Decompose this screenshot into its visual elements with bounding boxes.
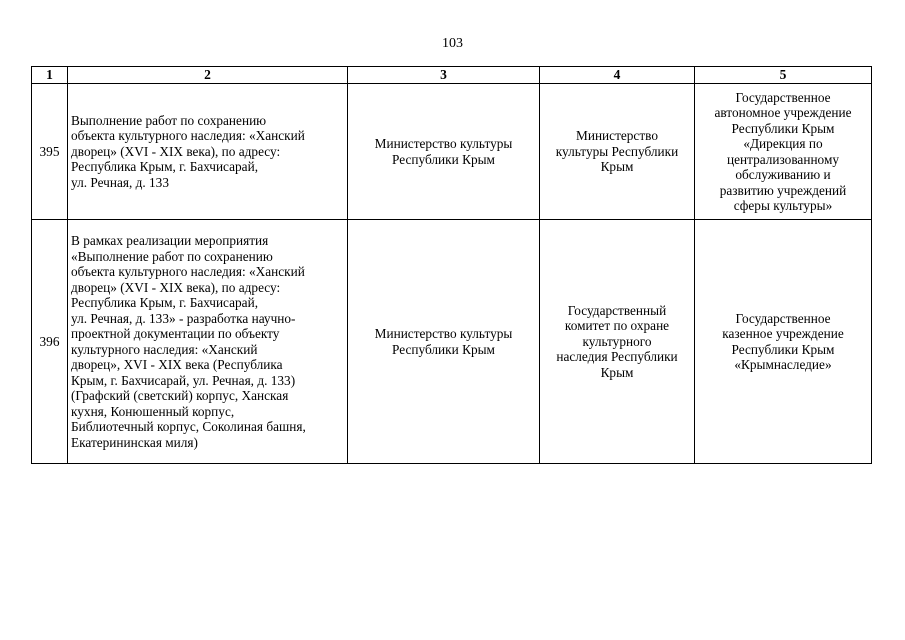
object-description-text: Выполнение работ по сохранению объекта культурного наследия: «Ханский дворец» (XVI - XIX века), по адресу: Республика Крым, г. Бахчисарай, ул. Речная, д. 133 bbox=[71, 112, 305, 190]
column-3-cell bbox=[348, 220, 540, 464]
registry-table bbox=[31, 66, 872, 464]
column-4-text: Государственный комитет по охране культурного наследия Республики Крым bbox=[556, 302, 678, 380]
header-col-1: 1 bbox=[32, 67, 68, 84]
object-description bbox=[68, 84, 348, 220]
column-5-text: Государственное автономное учреждение Республики Крым «Дирекция по централизованному обслуживанию и развитию учреждений сферы культуры» bbox=[714, 89, 852, 213]
column-3-cell bbox=[348, 84, 540, 220]
column-5-cell bbox=[695, 84, 872, 220]
header-col-4: 4 bbox=[540, 67, 695, 84]
object-description-text: В рамках реализации мероприятия «Выполнение работ по сохранению объекта культурного наследия: «Ханский дворец» (XVI - XIX века), по адресу: Республика Крым, г. Бахчисарай, ул. Речная, д. 133» - разработка научно- проектной документации по объекту культурного наследия: «Ханский дворец», XVI - XIX века (Республика Крым, г. Бахчисарай, ул. Речная, д. 133) (Графский (светский) корпус, Ханская кухня, Конюшенный корпус, Библиотечный корпус, Соколиная башня, Екатерининская миля) bbox=[71, 233, 306, 450]
header-col-5: 5 bbox=[695, 67, 872, 84]
row-number: 396 bbox=[32, 220, 68, 464]
table-row bbox=[32, 84, 872, 220]
column-3-text: Министерство культуры Республики Крым bbox=[374, 326, 513, 357]
object-description bbox=[68, 220, 348, 464]
table-header bbox=[32, 67, 872, 84]
header-col-2: 2 bbox=[68, 67, 348, 84]
table-row bbox=[32, 220, 872, 464]
column-4-text: Министерство культуры Республики Крым bbox=[555, 128, 679, 175]
page-number: 103 bbox=[442, 36, 463, 51]
table-body bbox=[32, 84, 872, 464]
row-number: 395 bbox=[32, 84, 68, 220]
column-5-text: Государственное казенное учреждение Республики Крым «Крымнаследие» bbox=[722, 310, 844, 372]
header-row bbox=[32, 67, 872, 84]
column-4-cell bbox=[540, 220, 695, 464]
header-col-3: 3 bbox=[348, 67, 540, 84]
column-5-cell bbox=[695, 220, 872, 464]
column-3-text: Министерство культуры Республики Крым bbox=[374, 136, 513, 167]
column-4-cell bbox=[540, 84, 695, 220]
